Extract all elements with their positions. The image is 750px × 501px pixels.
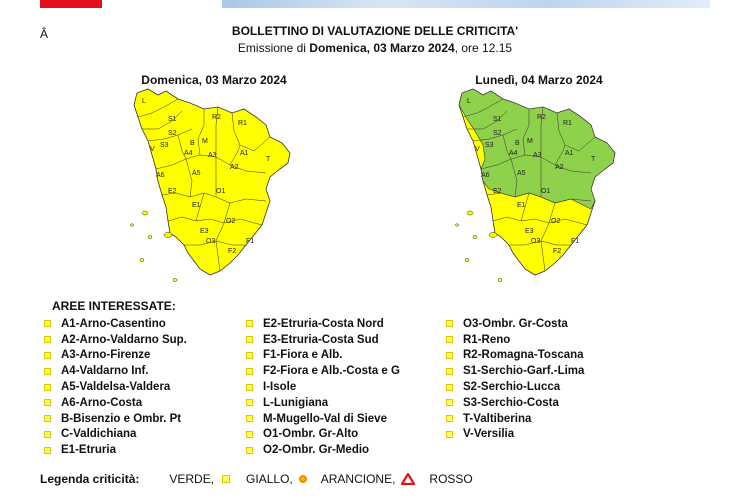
yellow-square-icon bbox=[44, 399, 51, 406]
areas-column-2 bbox=[246, 316, 400, 458]
yellow-square-icon bbox=[44, 368, 51, 375]
zone-label: S3 bbox=[160, 142, 169, 149]
yellow-square-icon bbox=[246, 368, 253, 375]
yellow-square-icon bbox=[222, 475, 230, 483]
area-label: E1-Etruria bbox=[61, 444, 116, 457]
zone-label: R2 bbox=[537, 114, 546, 121]
criticality-map-day1 bbox=[120, 85, 320, 285]
area-item bbox=[246, 332, 400, 348]
area-item bbox=[246, 427, 400, 443]
zone-label: M bbox=[202, 138, 208, 145]
area-label: O3-Ombr. Gr-Costa bbox=[463, 317, 568, 330]
yellow-square-icon bbox=[44, 415, 51, 422]
area-label: O2-Ombr. Gr-Medio bbox=[263, 444, 370, 457]
area-item bbox=[44, 411, 187, 427]
zone-label: S2 bbox=[493, 130, 502, 137]
zone-label: E1 bbox=[192, 202, 201, 209]
areas-column-1 bbox=[44, 316, 187, 458]
zone-label: F1 bbox=[571, 238, 580, 245]
stray-character: Â bbox=[40, 27, 49, 41]
zone-label: S1 bbox=[168, 116, 177, 123]
yellow-square-icon bbox=[446, 368, 453, 375]
zone-label: E2 bbox=[168, 188, 177, 195]
legend-rosso bbox=[429, 472, 472, 486]
area-item bbox=[246, 411, 400, 427]
zone-label: O1 bbox=[216, 188, 226, 195]
area-item bbox=[44, 363, 187, 379]
island-shape bbox=[131, 224, 134, 226]
area-label: S1-Serchio-Garf.-Lima bbox=[463, 365, 585, 378]
area-item bbox=[446, 332, 584, 348]
legend bbox=[40, 472, 481, 486]
yellow-square-icon bbox=[44, 447, 51, 454]
legend-arancione-label: ARANCIONE, bbox=[320, 472, 396, 486]
area-item bbox=[44, 332, 187, 348]
zone-label: R2 bbox=[212, 114, 221, 121]
yellow-square-icon bbox=[446, 384, 453, 391]
yellow-square-icon bbox=[446, 320, 453, 327]
emission-line bbox=[0, 41, 750, 55]
island-shape bbox=[140, 259, 144, 262]
yellow-square-icon bbox=[446, 352, 453, 359]
zone-label: E1 bbox=[517, 202, 526, 209]
yellow-square-icon bbox=[44, 352, 51, 359]
yellow-square-icon bbox=[44, 431, 51, 438]
emission-prefix: Emissione di bbox=[237, 41, 310, 55]
zone-label: R1 bbox=[563, 120, 572, 127]
area-item bbox=[44, 379, 187, 395]
yellow-square-icon bbox=[246, 320, 253, 327]
area-label: A2-Arno-Valdarno Sup. bbox=[61, 333, 187, 346]
area-item bbox=[446, 348, 584, 364]
zone-label: V bbox=[475, 146, 480, 153]
island-shape bbox=[473, 236, 477, 239]
zone-label: V bbox=[150, 146, 155, 153]
yellow-square-icon bbox=[446, 415, 453, 422]
area-item bbox=[44, 427, 187, 443]
area-item bbox=[246, 442, 400, 458]
zone-label: T bbox=[266, 156, 271, 163]
area-item bbox=[44, 348, 187, 364]
area-item bbox=[44, 316, 187, 332]
yellow-square-icon bbox=[246, 447, 253, 454]
area-item bbox=[44, 395, 187, 411]
zone-label: A5 bbox=[192, 170, 201, 177]
zone-label: A6 bbox=[156, 172, 165, 179]
zone-label: B bbox=[515, 140, 520, 147]
area-item bbox=[246, 316, 400, 332]
area-label: I-Isole bbox=[263, 381, 297, 394]
area-item bbox=[446, 316, 584, 332]
zone-label: L bbox=[467, 98, 471, 105]
yellow-square-icon bbox=[44, 336, 51, 343]
yellow-square-icon bbox=[246, 352, 253, 359]
zone-label: O3 bbox=[531, 238, 541, 245]
area-item bbox=[446, 427, 584, 443]
yellow-square-icon bbox=[246, 399, 253, 406]
orange-dot-icon bbox=[299, 475, 307, 483]
area-label: R1-Reno bbox=[463, 333, 511, 346]
area-label: E2-Etruria-Costa Nord bbox=[263, 317, 384, 330]
zone-label: A5 bbox=[517, 170, 526, 177]
legend-rosso-label: ROSSO bbox=[429, 472, 473, 486]
zone-label: O3 bbox=[206, 238, 216, 245]
island-shape bbox=[456, 224, 459, 226]
yellow-square-icon bbox=[446, 431, 453, 438]
area-item bbox=[246, 379, 400, 395]
yellow-square-icon bbox=[246, 336, 253, 343]
emission-date: Domenica, 03 Marzo 2024 bbox=[309, 41, 455, 55]
zone-label: B bbox=[190, 140, 195, 147]
area-label: C-Valdichiana bbox=[61, 428, 137, 441]
area-label: R2-Romagna-Toscana bbox=[463, 349, 584, 362]
zone-label: A4 bbox=[509, 150, 518, 157]
yellow-square-icon bbox=[446, 336, 453, 343]
zone-label: F2 bbox=[228, 248, 237, 255]
area-label: V-Versilia bbox=[463, 428, 515, 441]
island-shape bbox=[164, 233, 172, 238]
area-label: T-Valtiberina bbox=[463, 412, 532, 425]
legend-verde bbox=[169, 472, 238, 486]
red-triangle-icon bbox=[401, 473, 415, 485]
zone-label: A1 bbox=[565, 150, 574, 157]
zone-label: A4 bbox=[184, 150, 193, 157]
zone-label: E3 bbox=[525, 228, 534, 235]
map-title-day2: Lunedì, 04 Marzo 2024 bbox=[475, 73, 603, 87]
zone-label: O2 bbox=[226, 218, 236, 225]
area-label: F1-Fiora e Alb. bbox=[263, 349, 343, 362]
zone-label: S3 bbox=[485, 142, 494, 149]
area-label: A1-Arno-Casentino bbox=[61, 317, 166, 330]
areas-column-3 bbox=[446, 316, 584, 442]
island-shape bbox=[173, 279, 177, 282]
area-label: B-Bisenzio e Ombr. Pt bbox=[61, 412, 182, 425]
island-shape bbox=[148, 236, 152, 239]
zone-label: R1 bbox=[238, 120, 247, 127]
area-label: S2-Serchio-Lucca bbox=[463, 381, 561, 394]
island-shape bbox=[489, 233, 497, 238]
aree-interessate-title: AREE INTERESSATE: bbox=[52, 299, 176, 313]
zone-label: S1 bbox=[493, 116, 502, 123]
area-label: M-Mugello-Val di Sieve bbox=[263, 412, 387, 425]
yellow-square-icon bbox=[246, 431, 253, 438]
area-item bbox=[446, 363, 584, 379]
area-label: L-Lunigiana bbox=[263, 396, 329, 409]
region-logo bbox=[40, 0, 102, 8]
zone-label: A2 bbox=[230, 164, 239, 171]
area-label: F2-Fiora e Alb.-Costa e G bbox=[263, 365, 400, 378]
area-item bbox=[44, 442, 187, 458]
yellow-square-icon bbox=[246, 415, 253, 422]
emission-time: , ore 12.15 bbox=[454, 41, 513, 55]
area-label: S3-Serchio-Costa bbox=[463, 396, 559, 409]
zone-label: O2 bbox=[551, 218, 561, 225]
yellow-square-icon bbox=[44, 384, 51, 391]
zone-label: S2 bbox=[168, 130, 177, 137]
zone-label: E3 bbox=[200, 228, 209, 235]
area-item bbox=[446, 379, 584, 395]
area-label: E3-Etruria-Costa Sud bbox=[263, 333, 379, 346]
island-shape bbox=[142, 211, 148, 215]
yellow-square-icon bbox=[446, 399, 453, 406]
zone-label: A1 bbox=[240, 150, 249, 157]
zone-label: A3 bbox=[208, 152, 217, 159]
legend-verde-label: VERDE, bbox=[169, 472, 215, 486]
island-shape bbox=[465, 259, 469, 262]
area-label: A3-Arno-Firenze bbox=[61, 349, 151, 362]
zone-label: E2 bbox=[493, 188, 502, 195]
criticality-map-day2 bbox=[445, 85, 645, 285]
area-item bbox=[446, 395, 584, 411]
zone-label: F1 bbox=[246, 238, 255, 245]
legend-giallo bbox=[246, 472, 313, 486]
top-bar bbox=[0, 0, 750, 10]
map-title-day1: Domenica, 03 Marzo 2024 bbox=[141, 73, 287, 87]
legend-giallo-label: GIALLO, bbox=[246, 472, 293, 486]
island-shape bbox=[498, 279, 502, 282]
zone-label: T bbox=[591, 156, 596, 163]
area-label: O1-Ombr. Gr-Alto bbox=[263, 428, 359, 441]
legend-title: Legenda criticità: bbox=[40, 472, 140, 486]
bulletin-title: BOLLETTINO DI VALUTAZIONE DELLE CRITICITA' bbox=[231, 24, 519, 38]
area-label: A4-Valdarno Inf. bbox=[61, 365, 149, 378]
area-label: A5-Valdelsa-Valdera bbox=[61, 381, 171, 394]
zone-label: A6 bbox=[481, 172, 490, 179]
area-item bbox=[246, 363, 400, 379]
zone-label: F2 bbox=[553, 248, 562, 255]
yellow-square-icon bbox=[246, 384, 253, 391]
legend-arancione bbox=[321, 472, 422, 486]
zone-label: O1 bbox=[541, 188, 551, 195]
zone-label: A2 bbox=[555, 164, 564, 171]
area-label: A6-Arno-Costa bbox=[61, 396, 143, 409]
zone-label: M bbox=[527, 138, 533, 145]
area-item bbox=[246, 348, 400, 364]
zone-label: A3 bbox=[533, 152, 542, 159]
island-shape bbox=[467, 211, 473, 215]
area-item bbox=[246, 395, 400, 411]
area-item bbox=[446, 411, 584, 427]
zone-label: L bbox=[142, 98, 146, 105]
header-banner bbox=[222, 0, 710, 8]
yellow-square-icon bbox=[44, 320, 51, 327]
